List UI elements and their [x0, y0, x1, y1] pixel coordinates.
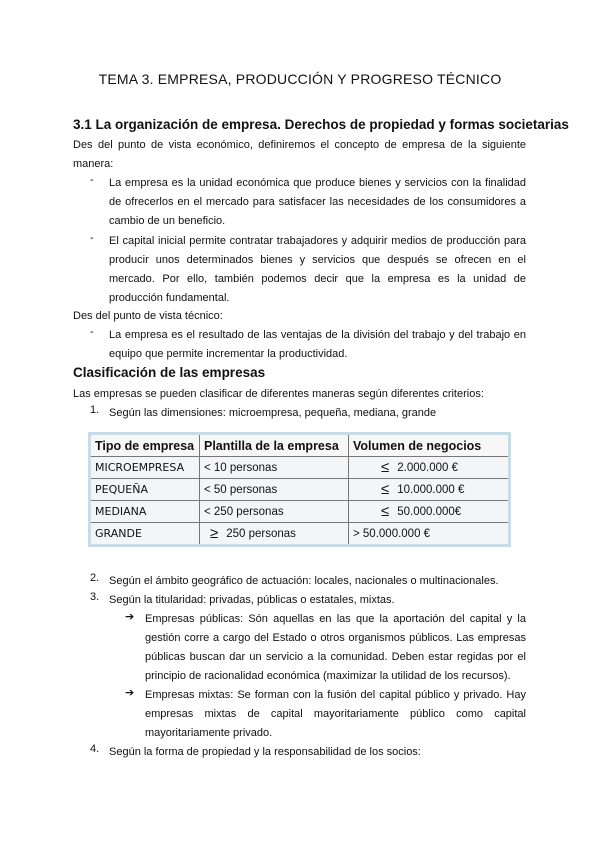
- table-header-row: [90, 434, 510, 457]
- volume-cell: > 50.000.000 €: [349, 523, 510, 546]
- volume-value: 2.000.000 €: [397, 462, 458, 474]
- table-header-cell: Tipo de empresa: [90, 434, 200, 457]
- company-type-cell: MEDIANA: [90, 501, 200, 523]
- staff-cell: < 10 personas: [200, 457, 349, 479]
- volume-cell: [349, 479, 510, 501]
- company-type-cell: GRANDE: [90, 523, 200, 546]
- volume-cell: [349, 457, 510, 479]
- technical-point: La empresa es el resultado de las ventajas de la división del trabajo y del trabajo en equipo que permite incrementar la productividad.: [109, 329, 526, 360]
- greater-equal-sign: ≥: [210, 525, 219, 542]
- criterion-item: Según la forma de propiedad y la responsabilidad de los socios:: [109, 746, 421, 758]
- list-number: 2.: [90, 572, 100, 584]
- criterion-item: Según el ámbito geográfico de actuación: locales, nacionales o multinacionales.: [109, 575, 499, 587]
- staff-cell: < 250 personas: [200, 501, 349, 523]
- economic-point: La empresa es la unidad económica que produce bienes y servicios con la finalidad de ofrecerlos en el mercado para satisfacer las necesidades de los consumidores a cambio de un beneficio.: [109, 177, 526, 227]
- bullet-dash: -: [90, 232, 94, 244]
- classification-intro: Las empresas se pueden clasificar de diferentes maneras según diferentes criterios:: [73, 388, 484, 400]
- list-number: 3.: [90, 591, 100, 603]
- table-header-cell: Volumen de negocios: [349, 434, 510, 457]
- criterion-item: Según las dimensiones: microempresa, pequeña, mediana, grande: [109, 407, 437, 419]
- bullet-dash: -: [90, 326, 94, 338]
- table-row: [90, 479, 510, 501]
- staff-cell: < 50 personas: [200, 479, 349, 501]
- list-number: 1.: [90, 404, 100, 416]
- staff-cell: [200, 523, 349, 546]
- ownership-point: Empresas públicas: Són aquellas en las que la aportación del capital y la gestión corre a cargo del Estado o otros organismos públicos. Las empresas públicas buscan dar un servicio a la comunidad. Deben estar regidas por el principio de racionalidad económica (maximizar la utilidad de los recursos).: [145, 613, 526, 682]
- arrow-bullet-icon: ➔: [125, 611, 135, 623]
- table-row: [90, 457, 510, 479]
- less-equal-sign: ≤: [381, 481, 390, 498]
- intro-technical: Des del punto de vista técnico:: [73, 310, 223, 322]
- intro-economic: Des del punto de vista económico, definiremos el concepto de empresa de la siguiente manera:: [73, 139, 526, 170]
- volume-value: 50.000.000€: [397, 506, 462, 518]
- volume-cell: [349, 501, 510, 523]
- table-header-cell: Plantilla de la empresa: [200, 434, 349, 457]
- table-row: [90, 523, 510, 546]
- company-size-table: [88, 432, 511, 547]
- economic-point: El capital inicial permite contratar trabajadores y adquirir medios de producción para producir unos determinados bienes y servicios que después se ofrecen en el mercado. Por ello, también podemos decir que la empresa es la unidad de producción fundamental.: [109, 235, 526, 304]
- table-row: [90, 501, 510, 523]
- less-equal-sign: ≤: [381, 459, 390, 476]
- document-title: TEMA 3. EMPRESA, PRODUCCIÓN Y PROGRESO TÉCNICO: [98, 71, 502, 87]
- volume-value: 10.000.000 €: [397, 484, 465, 496]
- classification-heading: Clasificación de las empresas: [73, 365, 266, 380]
- arrow-bullet-icon: ➔: [125, 687, 135, 699]
- list-number: 4.: [90, 743, 100, 755]
- company-type-cell: MICROEMPRESA: [90, 457, 200, 479]
- bullet-dash: -: [90, 174, 94, 186]
- criterion-item: Según la titularidad: privadas, públicas o estatales, mixtas.: [109, 594, 395, 606]
- staff-value: 250 personas: [226, 528, 296, 540]
- company-type-cell: PEQUEÑA: [90, 479, 200, 501]
- less-equal-sign: ≤: [381, 503, 390, 520]
- ownership-point: Empresas mixtas: Se forman con la fusión del capital público y privado. Hay empresas mixtas de capital mayoritariamente público como capital mayoritariamente privado.: [145, 689, 526, 739]
- section-heading: 3.1 La organización de empresa. Derechos de propiedad y formas societarias: [73, 117, 569, 132]
